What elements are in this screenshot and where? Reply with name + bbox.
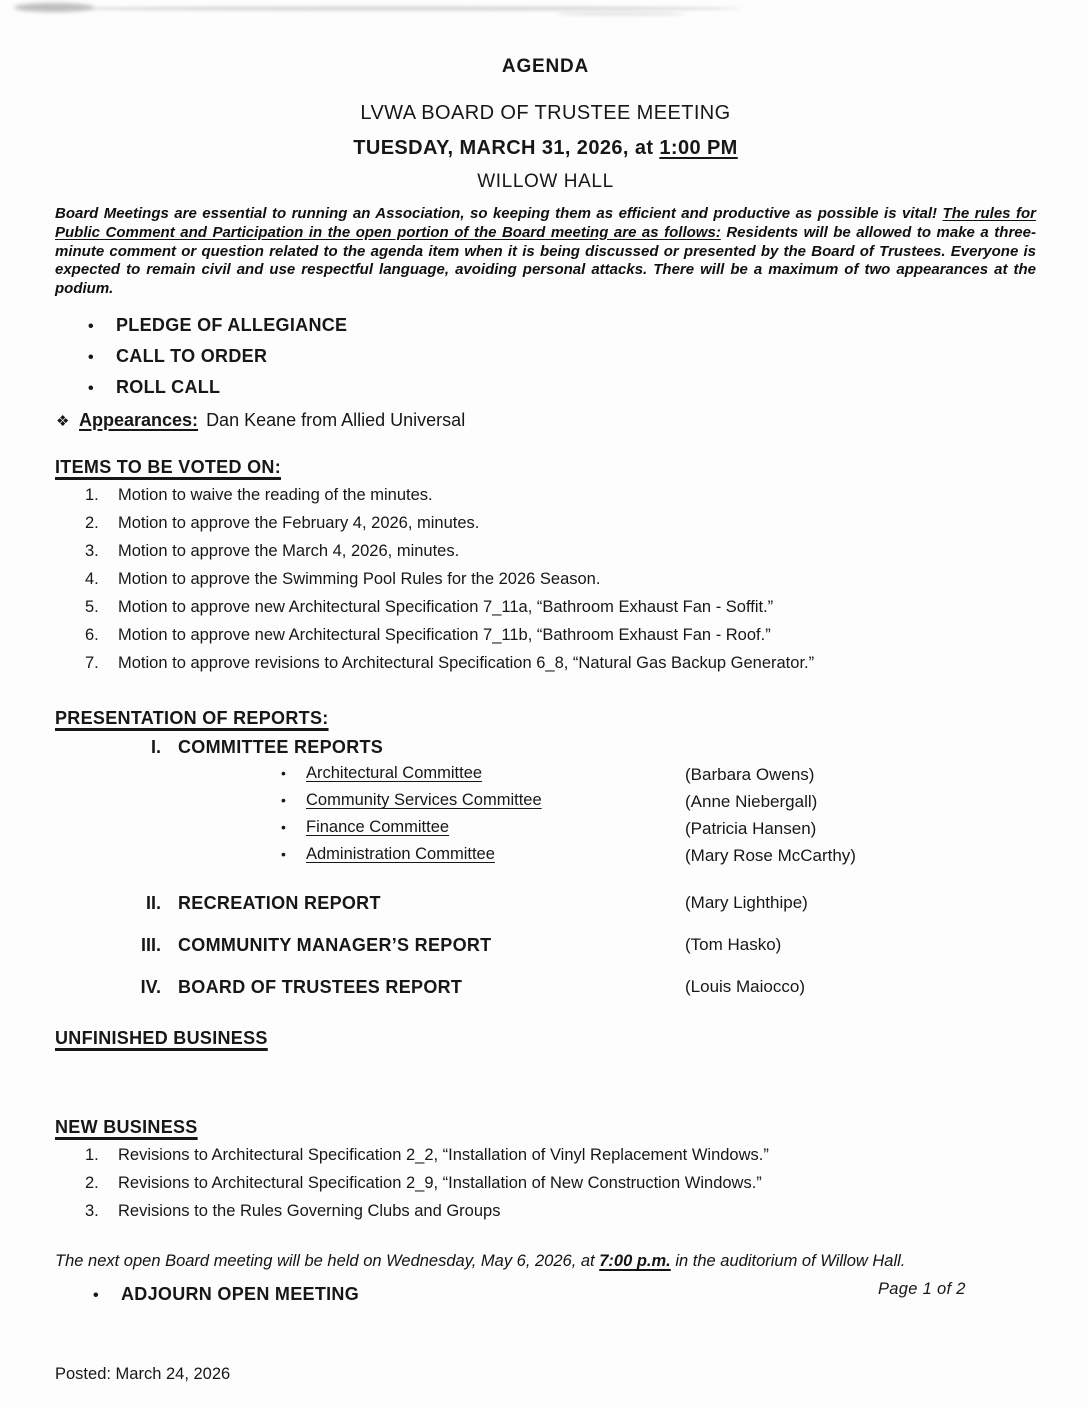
item-text: Motion to waive the reading of the minutes. [118, 485, 433, 504]
item-text: Motion to approve new Architectural Specification 7_11b, “Bathroom Exhaust Fan - Roof.” [118, 625, 771, 644]
voted-on-list [55, 486, 1036, 682]
section-heading-unfinished-business: UNFINISHED BUSINESS [55, 1027, 268, 1048]
item-number: 1. [85, 485, 99, 504]
bullet-icon: • [88, 348, 94, 366]
item-number: 1. [85, 1145, 99, 1164]
committee-label: Administration Committee [306, 844, 495, 863]
bullet-icon: • [88, 317, 94, 335]
voted-item [55, 570, 1036, 598]
document-content [0, 56, 1088, 1384]
new-business-item [55, 1202, 1036, 1230]
report-row-board-of-trustees [55, 977, 1036, 998]
committee-label: Finance Committee [306, 817, 450, 836]
report-numeral: II. [145, 892, 161, 913]
committee-row [55, 791, 1036, 818]
item-number: 6. [85, 625, 99, 644]
item-text: Revisions to Architectural Specification 2_2, “Installation of Vinyl Replacement Windows.” [118, 1145, 769, 1164]
scan-artifact [556, 12, 686, 16]
committee-chair-name: (Mary Rose McCarthy) [685, 845, 856, 865]
meeting-datetime [55, 137, 1036, 160]
voted-item [55, 654, 1036, 682]
section-heading-presentation-of-reports: PRESENTATION OF REPORTS: [55, 707, 329, 728]
report-presenter-name: (Mary Lighthipe) [685, 892, 808, 912]
list-item-label: ROLL CALL [116, 376, 221, 397]
notice-rules-phrase: The rules for Public Comment and Participation in the open portion of the Board meeting are as follows: [55, 205, 1036, 241]
scan-artifact [60, 6, 740, 11]
report-title: RECREATION REPORT [178, 892, 381, 913]
list-item-label: CALL TO ORDER [116, 345, 268, 366]
committee-label: Architectural Committee [306, 763, 483, 782]
voted-item [55, 486, 1036, 514]
next-meeting-notice [55, 1248, 927, 1274]
page-number: Page 1 of 2 [878, 1279, 966, 1298]
list-item-pledge [55, 315, 1036, 336]
item-text: Motion to approve the February 4, 2026, minutes. [118, 513, 480, 532]
committee-label: Community Services Committee [306, 790, 542, 809]
item-number: 3. [85, 1201, 99, 1220]
committee-chair-name: (Patricia Hansen) [685, 818, 817, 838]
scan-artifact [14, 3, 94, 12]
notice-text: Board Meetings are essential to running an Association, so keeping them as efficient and productive as possible is vital! [55, 205, 943, 222]
report-row-recreation [55, 893, 1036, 914]
item-text: Motion to approve revisions to Architectural Specification 6_8, “Natural Gas Backup Generator.” [118, 653, 815, 672]
bullet-icon: • [93, 1286, 99, 1304]
voted-item [55, 514, 1036, 542]
committee-row [55, 818, 1036, 845]
appearances-value: Dan Keane from Allied Universal [206, 409, 466, 430]
appearances-row [55, 410, 1036, 431]
notice-text: Residents will be allowed to make a three-minute comment or question related to the agenda item when it is being discussed or presented by the Board of Trustees. Everyone is expected to remain civil and use respectful language, avoiding personal attacks. There will be a maximum of two appearances at the podium. [55, 223, 1036, 298]
new-business-item [55, 1146, 1036, 1174]
item-number: 4. [85, 569, 99, 588]
meeting-name: LVWA BOARD OF TRUSTEE MEETING [360, 102, 731, 124]
item-text: Motion to approve the Swimming Pool Rules for the 2026 Season. [118, 569, 601, 588]
new-business-list [55, 1146, 1036, 1230]
posted-date: Posted: March 24, 2026 [55, 1364, 231, 1383]
list-item-call-to-order [55, 346, 1036, 367]
next-meeting-time: 7:00 p.m. [599, 1251, 671, 1270]
next-meeting-text: in the auditorium of Willow Hall. [670, 1251, 906, 1270]
report-numeral: III. [140, 934, 161, 955]
opening-items-list [55, 315, 1036, 398]
adjourn-label: ADJOURN OPEN MEETING [121, 1283, 360, 1304]
committee-row [55, 764, 1036, 791]
bullet-icon: • [281, 845, 286, 862]
meeting-location: WILLOW HALL [477, 171, 614, 192]
adjourn-row [55, 1279, 1036, 1305]
next-meeting-text: The next open Board meeting will be held on Wednesday, May 6, 2026, at [55, 1251, 600, 1270]
report-presenter-name: (Louis Maiocco) [685, 976, 805, 996]
report-title: BOARD OF TRUSTEES REPORT [178, 976, 463, 997]
item-text: Motion to approve new Architectural Specification 7_11a, “Bathroom Exhaust Fan - Soffit.” [118, 597, 774, 616]
voted-item [55, 626, 1036, 654]
committee-chair-name: (Barbara Owens) [685, 764, 815, 784]
committee-chair-name: (Anne Niebergall) [685, 791, 818, 811]
item-number: 2. [85, 1173, 99, 1192]
report-numeral: IV. [140, 976, 161, 997]
bullet-icon: • [281, 764, 286, 781]
report-row-community-manager [55, 935, 1036, 956]
section-heading-items-to-be-voted-on: ITEMS TO BE VOTED ON: [55, 456, 281, 477]
list-item-label: PLEDGE OF ALLEGIANCE [116, 314, 348, 335]
new-business-item [55, 1174, 1036, 1202]
item-number: 3. [85, 541, 99, 560]
voted-item [55, 598, 1036, 626]
item-number: 7. [85, 653, 99, 672]
meeting-date: TUESDAY, MARCH 31, 2026, at [353, 137, 660, 159]
committee-row [55, 845, 1036, 872]
item-text: Revisions to the Rules Governing Clubs and Groups [118, 1201, 501, 1220]
item-text: Motion to approve the March 4, 2026, minutes. [118, 541, 460, 560]
public-comment-notice [55, 205, 1036, 299]
diamond-bullet-icon: ❖ [56, 412, 70, 430]
bullet-icon: • [281, 818, 286, 835]
report-presenter-name: (Tom Hasko) [685, 934, 782, 954]
item-text: Revisions to Architectural Specification 2_9, “Installation of New Construction Windows.” [118, 1173, 762, 1192]
item-number: 2. [85, 513, 99, 532]
item-number: 5. [85, 597, 99, 616]
voted-item [55, 542, 1036, 570]
appearances-label: Appearances: [79, 409, 199, 430]
committee-list [55, 764, 1036, 872]
bullet-icon: • [88, 379, 94, 397]
document-title: AGENDA [501, 56, 590, 77]
section-heading-new-business: NEW BUSINESS [55, 1116, 198, 1137]
report-title: COMMITTEE REPORTS [178, 736, 384, 757]
report-numeral: I. [150, 736, 161, 757]
report-row-committee-reports [55, 737, 1036, 758]
list-item-roll-call [55, 377, 1036, 398]
meeting-time: 1:00 PM [659, 137, 738, 159]
reports-section [55, 737, 1036, 998]
report-title: COMMUNITY MANAGER’S REPORT [178, 934, 492, 955]
bullet-icon: • [281, 791, 286, 808]
